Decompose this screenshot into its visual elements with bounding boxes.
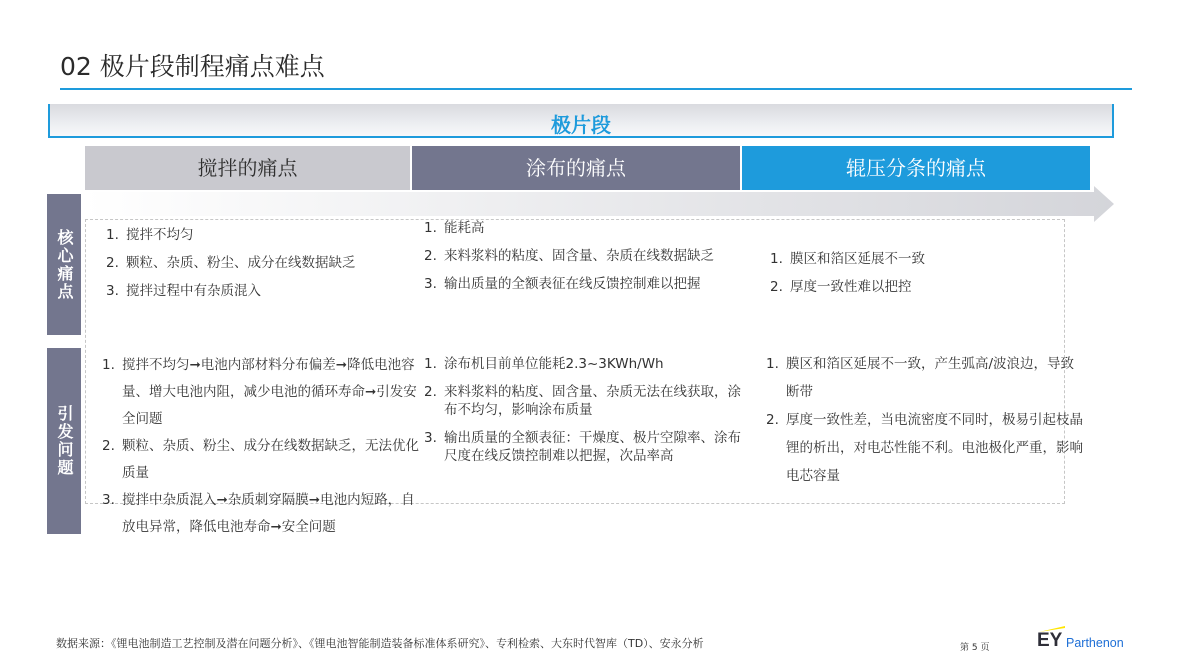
issues-coating bbox=[424, 355, 754, 475]
column-header-mixing: 搅拌的痛点 bbox=[85, 146, 410, 190]
banner-title: 极片段 bbox=[551, 113, 611, 137]
process-arrow bbox=[84, 186, 1116, 222]
list-item: 膜区和箔区延展不一致，产生弧高/波浪边，导致断带 bbox=[786, 356, 1075, 400]
issues-mixing bbox=[102, 352, 422, 541]
core-points-coating bbox=[424, 219, 754, 303]
logo-ey-text: EY bbox=[1037, 630, 1063, 651]
list-item: 涂布机目前单位能耗2.3~3KWh/Wh bbox=[444, 356, 664, 372]
list-item: 颗粒、杂质、粉尘、成分在线数据缺乏，无法优化质量 bbox=[122, 438, 419, 481]
row-label-resulting-issues bbox=[47, 348, 81, 534]
list-item: 来料浆料的粘度、固含量、杂质无法在线获取，涂布不均匀，影响涂布质量 bbox=[444, 384, 741, 418]
row-label-issues-text: 引发问题 bbox=[55, 405, 74, 477]
data-source-note: 数据来源：《锂电池制造工艺控制及潜在问题分析》、《锂电池智能制造装备标准体系研究》、专利检索、大东时代智库（TD）、安永分析 bbox=[56, 637, 704, 650]
column-header-rolling-slitting: 辊压分条的痛点 bbox=[742, 146, 1090, 190]
list-item: 输出质量的全额表征在线反馈控制难以把握 bbox=[444, 276, 701, 292]
row-label-core-pain-points bbox=[47, 194, 81, 335]
list-item: 来料浆料的粘度、固含量、杂质在线数据缺乏 bbox=[444, 248, 714, 264]
list-item: 搅拌过程中有杂质混入 bbox=[126, 283, 261, 299]
list-item: 厚度一致性难以把控 bbox=[790, 279, 912, 295]
list-item: 膜区和箔区延展不一致 bbox=[790, 251, 925, 267]
list-item: 搅拌中杂质混入➞杂质刺穿隔膜➞电池内短路，自放电异常，降低电池寿命➞安全问题 bbox=[122, 492, 415, 535]
list-item: 能耗高 bbox=[444, 220, 485, 236]
list-item: 输出质量的全额表征：干燥度、极片空隙率、涂布尺度在线反馈控制难以把握，次品率高 bbox=[444, 430, 741, 464]
title-divider bbox=[60, 88, 1132, 90]
list-item: 搅拌不均匀➞电池内部材料分布偏差➞降低电池容量、增大电池内阻，减少电池的循环寿命➞引发安全问题 bbox=[122, 357, 417, 427]
core-points-mixing bbox=[106, 226, 416, 310]
core-points-rolling bbox=[770, 250, 1080, 306]
logo-parthenon-text: Parthenon bbox=[1066, 636, 1124, 650]
section-banner bbox=[48, 104, 1114, 138]
column-header-coating: 涂布的痛点 bbox=[412, 146, 740, 190]
list-item: 颗粒、杂质、粉尘、成分在线数据缺乏 bbox=[126, 255, 356, 271]
row-label-core-text: 核心痛点 bbox=[55, 228, 74, 301]
list-item: 搅拌不均匀 bbox=[126, 227, 194, 243]
list-item: 厚度一致性差，当电流密度不同时，极易引起枝晶锂的析出，对电芯性能不利。电池极化严重，影响电芯容量 bbox=[786, 412, 1083, 484]
page-number: 第 5 页 bbox=[960, 643, 990, 653]
page-title: 02 极片段制程痛点难点 bbox=[60, 52, 325, 81]
issues-rolling bbox=[766, 350, 1086, 490]
